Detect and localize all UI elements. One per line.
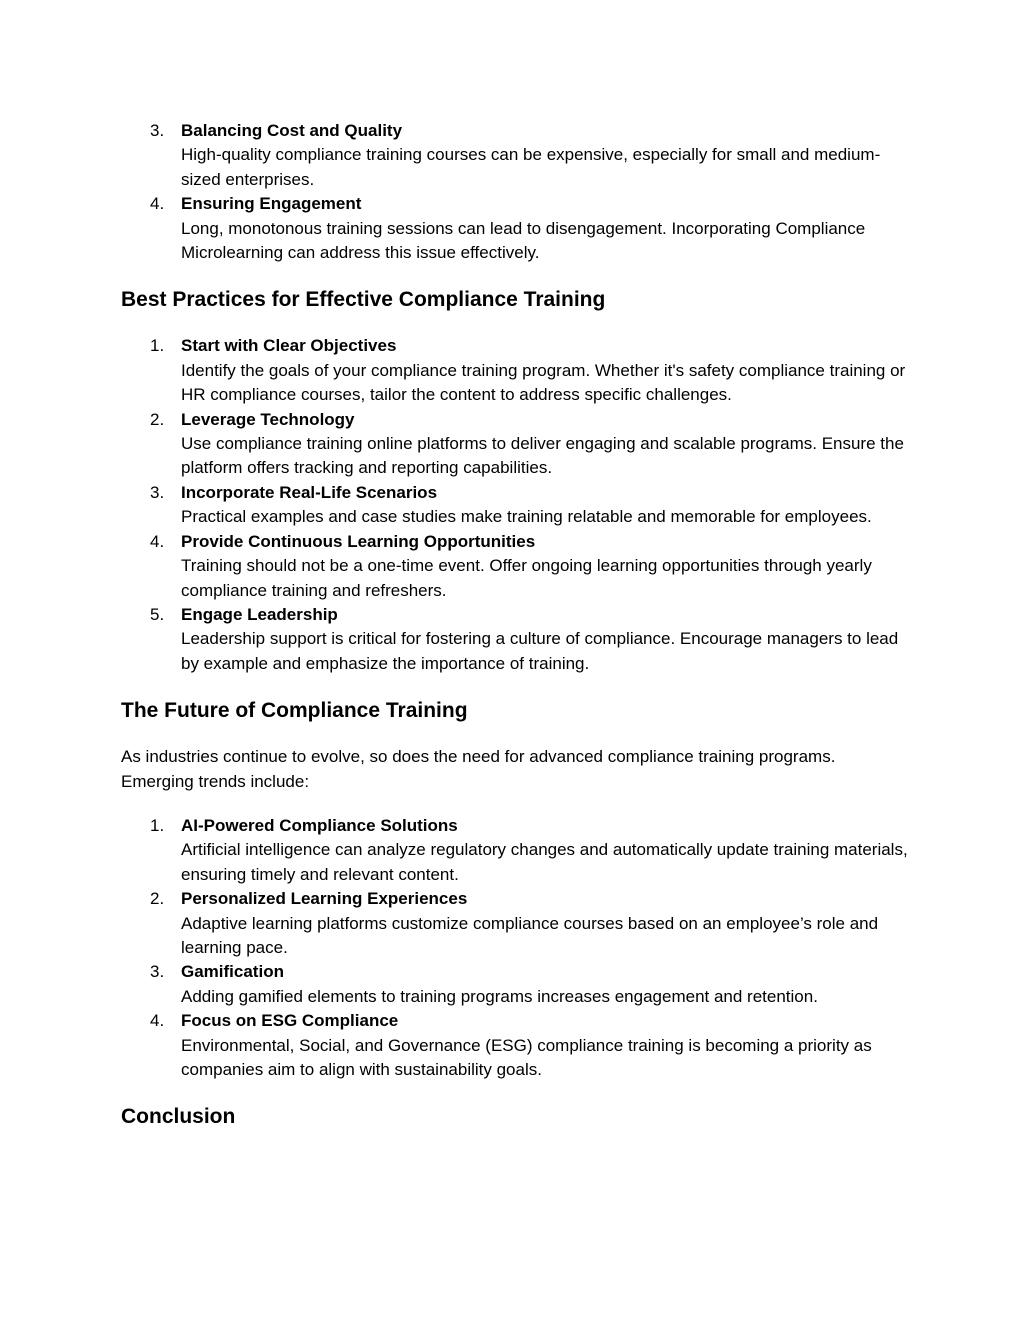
list-item-description: Adaptive learning platforms customize compliance courses based on an employee’s role and learning pace. (181, 913, 879, 957)
best-practices-heading: Best Practices for Effective Compliance Training (121, 288, 606, 312)
future-heading: The Future of Compliance Training (121, 699, 468, 723)
list-item-title: Incorporate Real-Life Scenarios (181, 482, 438, 502)
list-item-number: 3. (150, 962, 165, 982)
document-content (121, 119, 911, 1130)
list-item-number: 3. (150, 121, 165, 140)
list-item-number: 4. (150, 194, 165, 214)
list-item-number: 2. (150, 889, 165, 909)
list-item-description: Long, monotonous training sessions can lead to disengagement. Incorporating Compliance Microlearning can address this issue effectively. (181, 218, 866, 263)
list-item-title: Gamification (181, 962, 284, 982)
list-item-description: High-quality compliance training courses can be expensive, especially for small and medium-sized enterprises. (181, 145, 881, 189)
list-item-description: Training should not be a one-time event. Offer ongoing learning opportunities through yearly compliance training and refreshers. (181, 556, 872, 600)
list-item-title: Focus on ESG Compliance (181, 1011, 399, 1031)
list-item (121, 334, 911, 407)
list-item (121, 408, 911, 481)
list-item (121, 1009, 911, 1082)
list-item-number: 3. (150, 482, 165, 502)
list-item-description: Leadership support is critical for fostering a culture of compliance. Encourage managers to lead by example and emphasize the importance of training. (181, 629, 899, 673)
list-item-description: Environmental, Social, and Governance (ESG) compliance training is becoming a priority as companies aim to align with sustainability goals. (181, 1035, 872, 1079)
list-item-title: Ensuring Engagement (181, 194, 362, 214)
list-item-title: AI-Powered Compliance Solutions (181, 815, 458, 835)
list-item (121, 887, 911, 960)
list-item-description: Use compliance training online platforms to deliver engaging and scalable programs. Ensure the platform offers tracking and reporting capabilities. (181, 434, 904, 478)
future-trends-list (121, 814, 911, 1082)
list-item-number: 1. (150, 815, 165, 835)
list-item-title: Personalized Learning Experiences (181, 889, 468, 909)
list-item-description: Adding gamified elements to training programs increases engagement and retention. (181, 986, 818, 1006)
list-item-description: Identify the goals of your compliance training program. Whether it's safety compliance training or HR compliance courses, tailor the content to address specific challenges. (181, 360, 906, 405)
list-item-description: Practical examples and case studies make training relatable and memorable for employees. (181, 507, 872, 527)
list-item-title: Balancing Cost and Quality (181, 121, 403, 140)
best-practices-list (121, 334, 911, 676)
list-item-title: Leverage Technology (181, 409, 355, 429)
list-item-description: Artificial intelligence can analyze regulatory changes and automatically update training materials, ensuring timely and relevant content. (181, 840, 908, 884)
list-item-number: 5. (150, 604, 165, 624)
list-item-title: Start with Clear Objectives (181, 336, 397, 356)
list-item (121, 960, 911, 1009)
list-item-number: 4. (150, 531, 165, 551)
list-item-number: 1. (150, 336, 165, 356)
future-intro-paragraph: As industries continue to evolve, so does the need for advanced compliance training programs. Emerging trends include: (121, 747, 836, 791)
list-item (121, 119, 911, 192)
list-item (121, 603, 911, 676)
list-item (121, 530, 911, 603)
list-item-title: Provide Continuous Learning Opportunities (181, 531, 536, 551)
conclusion-heading: Conclusion (121, 1105, 236, 1129)
list-item (121, 814, 911, 887)
list-item (121, 481, 911, 530)
list-item (121, 192, 911, 265)
list-item-number: 2. (150, 409, 165, 429)
list-item-title: Engage Leadership (181, 604, 338, 624)
challenges-list (121, 119, 911, 265)
list-item-number: 4. (150, 1011, 165, 1031)
